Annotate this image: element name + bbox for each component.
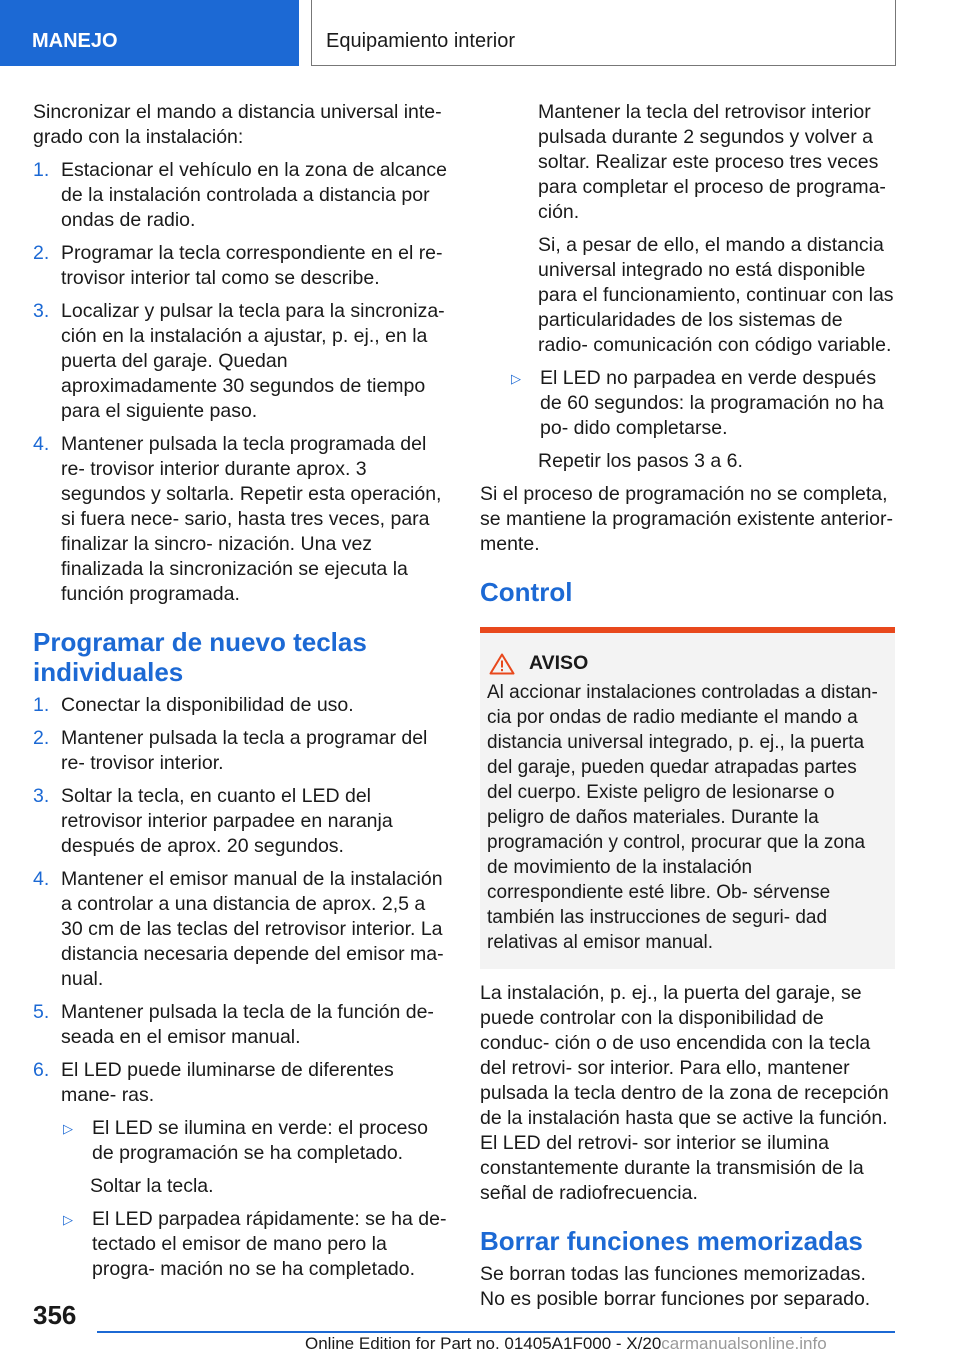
step-text: Soltar la tecla, en cuanto el LED del retrovisor interior parpadee en naranja después de aprox. 20 segundos. (61, 785, 393, 857)
step-number: 2. (33, 242, 50, 264)
warning-box (480, 627, 895, 969)
warning-title-row (489, 651, 887, 676)
list-item (33, 726, 448, 776)
step-text: Estacionar el vehículo en la zona de alcance de la instalación controlada a distancia por ondas de radio. (61, 159, 447, 231)
step-text: Mantener pulsada la tecla a programar del re- trovisor interior. (61, 727, 428, 774)
list-item (33, 158, 448, 233)
left-column (33, 100, 448, 1290)
triangle-right-outline-icon: ▷ (63, 1121, 73, 1136)
step-number: 4. (33, 868, 50, 890)
list-item (33, 299, 448, 424)
paragraph: Si el proceso de programación no se completa, se mantiene la programación existente anterior- mente. (480, 483, 893, 555)
intro-paragraph: Sincronizar el mando a distancia universal inte- grado con la instalación: (33, 101, 442, 148)
step-text: Mantener el emisor manual de la instalación a controlar a una distancia de aprox. 2,5 a 30 cm de las teclas del retrovisor interior. La distancia necesaria depende del emisor ma- nual. (61, 868, 444, 990)
footer-divider (97, 1331, 895, 1333)
step-number: 1. (33, 694, 50, 716)
right-column (480, 100, 895, 1320)
header-section-tab: MANEJO (0, 0, 299, 66)
bullet-note: Soltar la tecla. (90, 1175, 214, 1197)
triangle-right-outline-icon: ▷ (63, 1212, 73, 1227)
list-item (33, 1000, 448, 1050)
step-text: Conectar la disponibilidad de uso. (61, 694, 354, 716)
step-number: 5. (33, 1001, 50, 1023)
section-heading-reprogram: Programar de nuevo teclas individuales (33, 627, 367, 687)
step-text: Programar la tecla correspondiente en el re- trovisor interior tal como se describe. (61, 242, 443, 289)
section-heading-delete: Borrar funciones memorizadas (480, 1226, 863, 1256)
step-text: Localizar y pulsar la tecla para la sincroniza- ción en la instalación a ajustar, p. ej., en la puerta del garaje. Quedan aproximadamente 30 segundos de tiempo para el siguiente paso. (61, 300, 445, 422)
list-item (33, 867, 448, 992)
footer-edition (305, 1334, 827, 1354)
header-chapter-title: Equipamiento interior (311, 0, 896, 66)
list-item (33, 432, 448, 607)
bullet-text: El LED se ilumina en verde: el proceso de programación se ha completado. (92, 1117, 429, 1164)
bullet-text: El LED no parpadea en verde después de 60 segundos: la programación no ha po- dido completarse. (540, 367, 884, 439)
warning-title: AVISO (529, 652, 589, 674)
step-number: 4. (33, 433, 50, 455)
bullet-text: El LED parpadea rápidamente: se ha de- tectado el emisor de mano pero la progra- mación no se ha completado. (92, 1208, 447, 1280)
list-item (33, 241, 448, 291)
watermark: carmanualsonline.info (661, 1334, 827, 1353)
list-item (61, 1116, 448, 1166)
list-item (61, 1207, 448, 1282)
step-text: El LED puede iluminarse de diferentes mane- ras. (61, 1059, 394, 1106)
step-number: 3. (33, 785, 50, 807)
edition-text: Online Edition for Part no. 01405A1F000 - X/20 (305, 1334, 662, 1353)
warning-triangle-icon (489, 653, 515, 675)
step-number: 6. (33, 1059, 50, 1081)
step-number: 1. (33, 159, 50, 181)
warning-text: Al accionar instalaciones controladas a distan- cia por ondas de radio mediante el mando a distancia universal integrado, p. ej., la puerta del garaje, pueden quedar atrapadas partes del cuerpo. Existe peligro de lesionarse o peligro de daños materiales. Durante la programación y control, procurar que la zona de movimiento de la instalación correspondiente esté libre. Ob- sérvense también las instrucciones de seguri- dad relativas al emisor manual. (487, 682, 878, 953)
step-text: Mantener pulsada la tecla programada del re- trovisor interior durante aprox. 3 segundos y soltarla. Repetir esta operación, si fuera nece- sario, hasta tres veces, para finalizar la sincro- nización. Una vez finalizada la sincronización se ejecuta la función programada. (61, 433, 442, 605)
paragraph: La instalación, p. ej., la puerta del garaje, se puede controlar con la disponibilidad de conduc- ción o de uso encendida con la tecla del retrovi- sor interior. Para ello, mantener pulsada la tecla dentro de la zona de recepción de la instalación hasta que se active la función. El LED del retrovi- sor interior se ilumina constantemente durante la transmisión de la señal de radiofrecuencia. (480, 982, 889, 1204)
list-item (33, 784, 448, 859)
step-text: Mantener pulsada la tecla de la función de- seada en el emisor manual. (61, 1001, 434, 1048)
step-number: 3. (33, 300, 50, 322)
list-item (33, 693, 448, 718)
list-item (509, 366, 895, 441)
continued-paragraph: Si, a pesar de ello, el mando a distancia universal integrado no está disponible para el funcionamiento, continuar con las particularidades de los sistemas de radio- comunicación con código variable. (538, 234, 894, 356)
bullet-note: Repetir los pasos 3 a 6. (538, 450, 743, 472)
continued-paragraph: Mantener la tecla del retrovisor interior pulsada durante 2 segundos y volver a soltar. Realizar este proceso tres veces para completar el proceso de programa- ción. (538, 101, 886, 223)
list-item (33, 1058, 448, 1108)
step-number: 2. (33, 727, 50, 749)
section-heading-control: Control (480, 577, 573, 607)
triangle-right-outline-icon: ▷ (511, 371, 521, 386)
paragraph: Se borran todas las funciones memorizadas. No es posible borrar funciones por separado. (480, 1263, 871, 1310)
page-number: 356 (33, 1300, 77, 1330)
